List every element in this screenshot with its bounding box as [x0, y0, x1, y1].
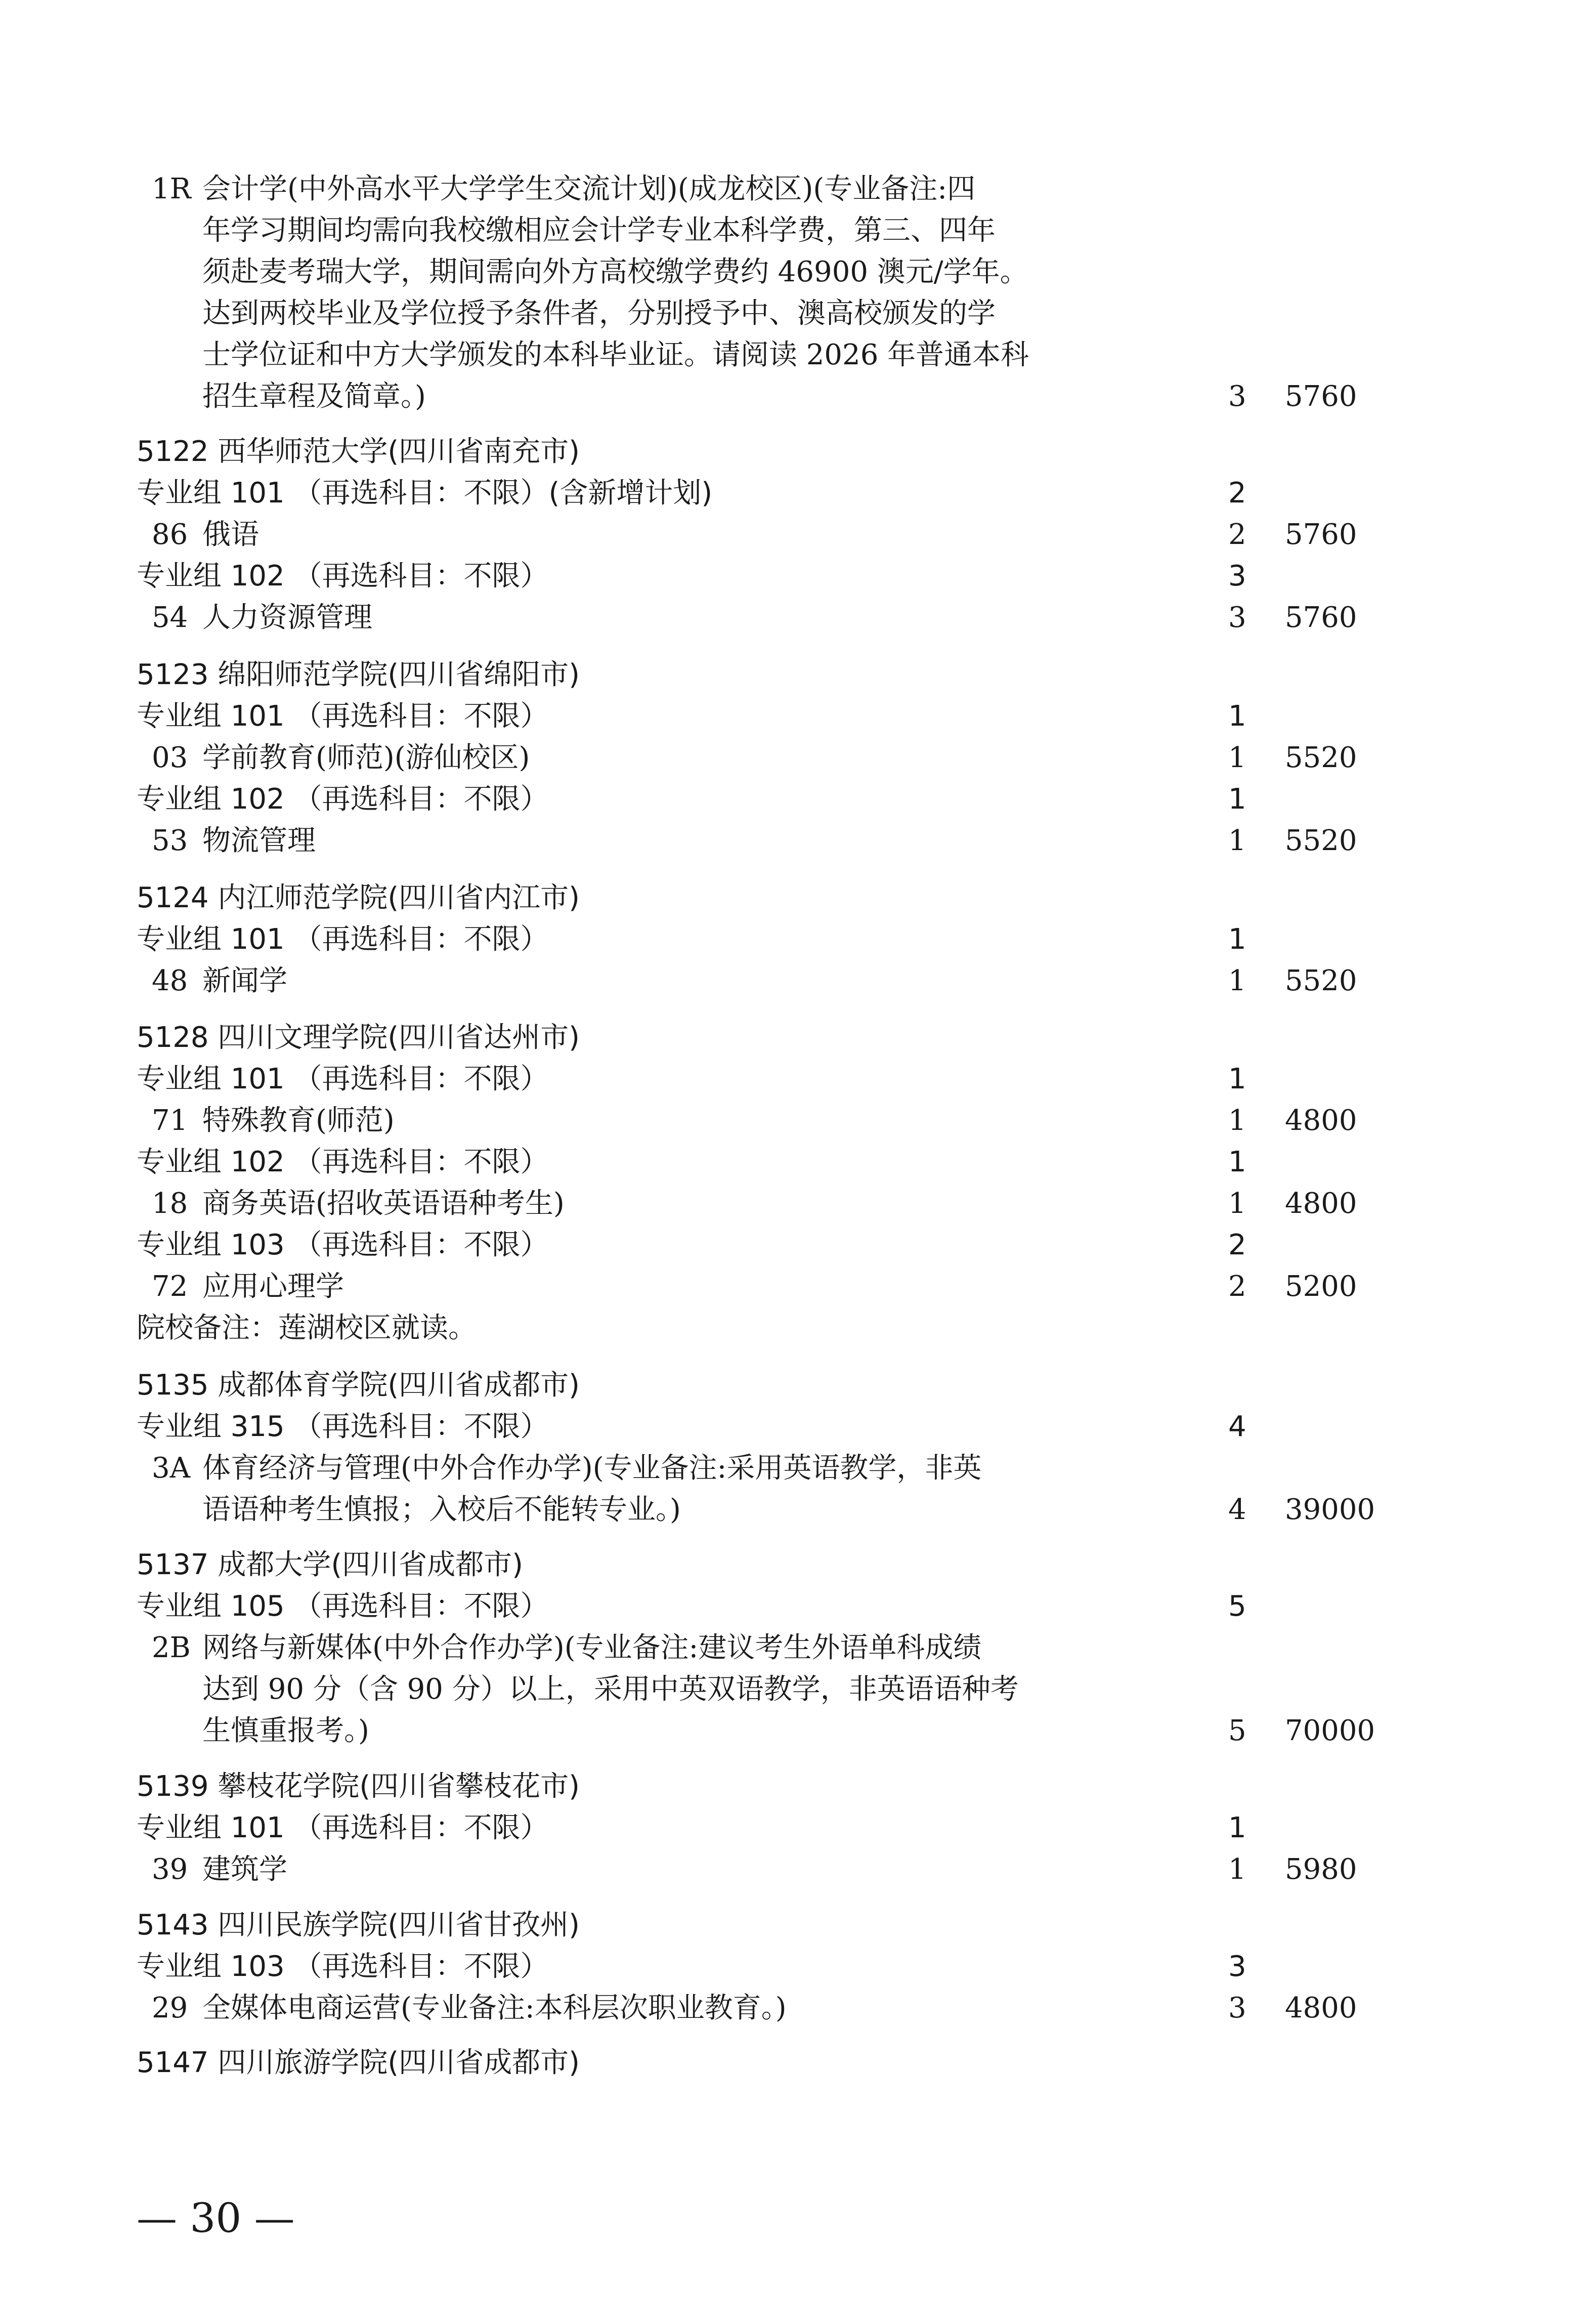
tuition-fee: 5760 [1285, 518, 1357, 551]
group-row [0, 1807, 1596, 1849]
school-title: 5128 四川文理学院(四川省达州市) [137, 1021, 580, 1054]
major-code: 18 [152, 1187, 188, 1220]
tuition-fee: 39000 [1285, 1493, 1375, 1526]
school-header [0, 1766, 1596, 1807]
major-code: 1R [152, 173, 191, 205]
tuition-fee: 5760 [1285, 601, 1357, 634]
tuition-fee: 5520 [1285, 741, 1357, 774]
major-row [0, 1448, 1596, 1489]
plan-count: 4 [1228, 1493, 1246, 1526]
school-note [0, 1308, 1596, 1349]
major-code: 71 [152, 1104, 188, 1137]
school-header [0, 1905, 1596, 1946]
group-label: 专业组 101 （再选科目：不限） [137, 923, 549, 956]
major-note: 达到 90 分（含 90 分）以上，采用中英双语教学，非英语语种考 [202, 1673, 1019, 1706]
major-code: 39 [152, 1853, 188, 1886]
school-title: 5139 攀枝花学院(四川省攀枝花市) [137, 1770, 580, 1803]
group-count: 2 [1228, 477, 1246, 510]
plan-count: 1 [1228, 1853, 1246, 1886]
school-note-text: 院校备注：莲湖校区就读。 [137, 1312, 477, 1344]
school-title: 5122 西华师范大学(四川省南充市) [137, 435, 580, 468]
major-row [0, 1100, 1596, 1142]
group-label: 专业组 103 （再选科目：不限） [137, 1229, 549, 1261]
major-code: 86 [152, 518, 188, 551]
major-row-continuation [0, 334, 1596, 376]
major-row [0, 514, 1596, 556]
plan-count: 1 [1228, 1187, 1246, 1220]
school-title: 5143 四川民族学院(四川省甘孜州) [137, 1909, 580, 1942]
major-code: 53 [152, 824, 188, 857]
group-label: 专业组 101 （再选科目：不限） [137, 1811, 549, 1844]
school-title: 5147 四川旅游学院(四川省成都市) [137, 2046, 580, 2079]
group-label: 专业组 105 （再选科目：不限） [137, 1590, 549, 1623]
group-count: 1 [1228, 700, 1246, 733]
group-count: 5 [1228, 1590, 1246, 1623]
group-count: 1 [1228, 1811, 1246, 1844]
major-name: 物流管理 [202, 824, 316, 857]
school-title: 5135 成都体育学院(四川省成都市) [137, 1369, 580, 1402]
tuition-fee: 4800 [1285, 1187, 1357, 1220]
tuition-fee: 5760 [1285, 380, 1357, 413]
major-row-continuation [0, 1669, 1596, 1710]
group-label: 专业组 101 （再选科目：不限） [137, 700, 549, 733]
major-name: 学前教育(师范)(游仙校区) [202, 741, 530, 774]
group-label: 专业组 102 （再选科目：不限） [137, 1146, 549, 1178]
group-label: 专业组 102 （再选科目：不限） [137, 783, 549, 816]
group-row [0, 919, 1596, 960]
school-header [0, 877, 1596, 919]
major-row-continuation [0, 210, 1596, 251]
group-count: 1 [1228, 923, 1246, 956]
tuition-fee: 5520 [1285, 964, 1357, 997]
tuition-fee: 70000 [1285, 1714, 1375, 1747]
major-code: 2B [152, 1631, 191, 1664]
group-row [0, 696, 1596, 737]
plan-count: 1 [1228, 964, 1246, 997]
school-header [0, 1544, 1596, 1586]
group-label: 专业组 103 （再选科目：不限） [137, 1950, 549, 1983]
major-name: 俄语 [202, 518, 259, 551]
major-row [0, 1266, 1596, 1308]
major-name: 全媒体电商运营(专业备注:本科层次职业教育。) [202, 1992, 787, 2025]
major-row-continuation [0, 293, 1596, 334]
major-row [0, 1988, 1596, 2029]
group-label: 专业组 315 （再选科目：不限） [137, 1410, 549, 1443]
school-header [0, 1017, 1596, 1059]
tuition-fee: 4800 [1285, 1104, 1357, 1137]
major-name: 人力资源管理 [202, 601, 372, 634]
school-header [0, 431, 1596, 473]
group-row [0, 779, 1596, 820]
major-row [0, 1849, 1596, 1890]
plan-count: 2 [1228, 518, 1246, 551]
major-name: 网络与新媒体(中外合作办学)(专业备注:建议考生外语单科成绩 [202, 1631, 982, 1664]
major-name: 应用心理学 [202, 1270, 344, 1303]
group-count: 4 [1228, 1410, 1246, 1443]
major-code: 3A [152, 1452, 191, 1485]
major-name: 会计学(中外高水平大学学生交流计划)(成龙校区)(专业备注:四 [202, 173, 976, 205]
group-row [0, 1059, 1596, 1100]
major-row [0, 820, 1596, 862]
tuition-fee: 5200 [1285, 1270, 1357, 1303]
major-name: 体育经济与管理(中外合作办学)(专业备注:采用英语教学，非英 [202, 1452, 982, 1485]
plan-count: 3 [1228, 601, 1246, 634]
major-code: 54 [152, 601, 188, 634]
page-number: — 30 — [137, 2195, 295, 2242]
school-title: 5137 成都大学(四川省成都市) [137, 1548, 524, 1581]
major-code: 03 [152, 741, 188, 774]
plan-count: 5 [1228, 1714, 1246, 1747]
group-row [0, 1225, 1596, 1266]
major-row [0, 1627, 1596, 1669]
school-title: 5124 内江师范学院(四川省内江市) [137, 881, 580, 914]
group-row [0, 473, 1596, 514]
major-row [0, 960, 1596, 1002]
major-note: 语语种考生慎报；入校后不能转专业。) [202, 1493, 681, 1526]
plan-count: 2 [1228, 1270, 1246, 1303]
group-count: 1 [1228, 783, 1246, 816]
group-count: 2 [1228, 1229, 1246, 1261]
major-name: 特殊教育(师范) [202, 1104, 395, 1137]
group-row [0, 1142, 1596, 1183]
tuition-fee: 4800 [1285, 1992, 1357, 2025]
major-code: 72 [152, 1270, 188, 1303]
major-row [0, 1183, 1596, 1225]
major-row [0, 168, 1596, 210]
group-row [0, 1406, 1596, 1448]
major-code: 29 [152, 1992, 188, 2025]
group-count: 1 [1228, 1146, 1246, 1178]
major-row-continuation [0, 1489, 1596, 1531]
plan-count: 1 [1228, 1104, 1246, 1137]
major-row-continuation [0, 251, 1596, 293]
plan-count: 1 [1228, 824, 1246, 857]
group-row [0, 1586, 1596, 1627]
major-note: 达到两校毕业及学位授予条件者，分别授予中、澳高校颁发的学 [202, 297, 996, 330]
school-header [0, 2042, 1596, 2084]
major-note: 士学位证和中方大学颁发的本科毕业证。请阅读 2026 年普通本科 [202, 339, 1029, 371]
group-row [0, 1946, 1596, 1988]
major-row [0, 737, 1596, 779]
group-label: 专业组 101 （再选科目：不限） [137, 1063, 549, 1095]
plan-count: 3 [1228, 1992, 1246, 2025]
major-note: 年学习期间均需向我校缴相应会计学专业本科学费，第三、四年 [202, 214, 996, 247]
major-code: 48 [152, 964, 188, 997]
major-row-continuation [0, 376, 1596, 417]
major-note: 须赴麦考瑞大学，期间需向外方高校缴学费约 46900 澳元/学年。 [202, 256, 1028, 288]
group-count: 1 [1228, 1063, 1246, 1095]
major-row [0, 597, 1596, 639]
tuition-fee: 5980 [1285, 1853, 1357, 1886]
plan-count: 3 [1228, 380, 1246, 413]
group-count: 3 [1228, 560, 1246, 593]
group-count: 3 [1228, 1950, 1246, 1983]
group-label: 专业组 101 （再选科目：不限）(含新增计划) [137, 477, 713, 510]
major-name: 建筑学 [202, 1853, 287, 1886]
plan-count: 1 [1228, 741, 1246, 774]
group-row [0, 556, 1596, 597]
school-title: 5123 绵阳师范学院(四川省绵阳市) [137, 658, 580, 691]
major-note: 生慎重报考。) [202, 1714, 369, 1747]
major-note: 招生章程及简章。) [202, 380, 426, 413]
school-header [0, 1365, 1596, 1406]
tuition-fee: 5520 [1285, 824, 1357, 857]
school-header [0, 654, 1596, 696]
major-name: 商务英语(招收英语语种考生) [202, 1187, 565, 1220]
major-row-continuation [0, 1710, 1596, 1752]
group-label: 专业组 102 （再选科目：不限） [137, 560, 549, 593]
major-name: 新闻学 [202, 964, 287, 997]
